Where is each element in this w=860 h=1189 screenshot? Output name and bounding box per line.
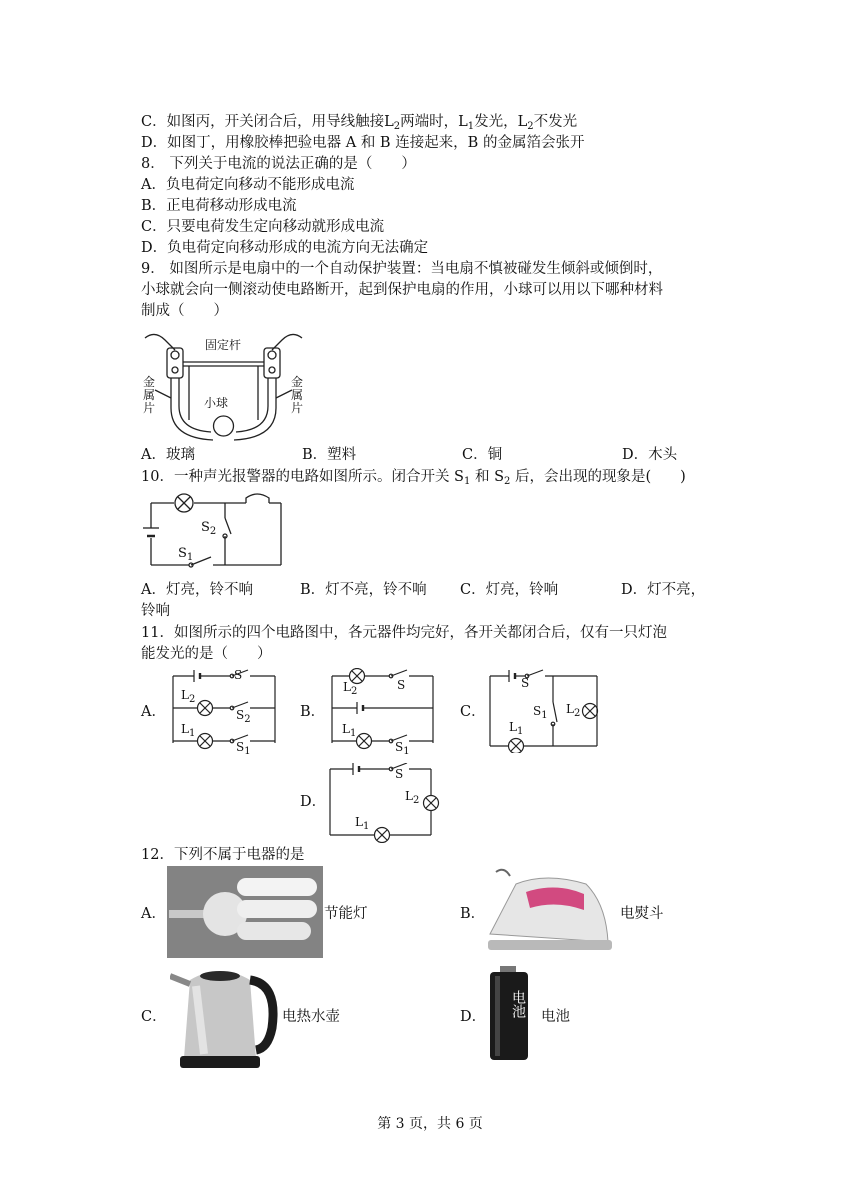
q8-option-b: B．正电荷移动形成电流	[141, 198, 297, 214]
q9-option-d: D．木头	[622, 447, 678, 463]
q9-option-a: A．玻璃	[141, 447, 195, 463]
q10-option-a: A．灯亮，铃不响	[141, 582, 253, 598]
q12-option-b-name: 电熨斗	[620, 906, 664, 922]
q10-alarm-circuit-figure	[141, 490, 286, 570]
q11-circuit-d	[327, 763, 442, 843]
q11-circuit-c	[487, 668, 602, 753]
q9-option-b: B．塑料	[302, 447, 357, 463]
left-metal-plate-label: 金属片	[143, 375, 156, 415]
d-l1-label: $L_1$	[355, 815, 370, 832]
q8-option-a: A．负电荷定向移动不能形成电流	[141, 177, 355, 193]
q9-stem-line2: 小球就会向一侧滚动使电路断开，起到保护电扇的作用，小球可以用以下哪种材料	[141, 282, 663, 298]
battery-label: 电池	[510, 990, 526, 1018]
a-s-label: S	[234, 668, 243, 682]
c-s-label: S	[521, 676, 530, 690]
q12-option-c-name: 电热水壶	[282, 1009, 340, 1025]
battery-image	[486, 966, 534, 1064]
q11-stem-line2: 能发光的是（ ）	[141, 646, 272, 662]
d-s-label: S	[395, 767, 404, 781]
q9-protection-device-figure	[141, 328, 306, 448]
q11-option-a-label: A．	[141, 704, 166, 720]
q10-option-c: C．灯亮，铃响	[460, 582, 559, 598]
q8-stem: 8． 下列关于电流的说法正确的是（ ）	[141, 156, 416, 172]
right-metal-plate-label: 金属片	[291, 375, 304, 415]
q12-stem: 12．下列不属于电器的是	[141, 847, 305, 863]
q11-circuit-a	[170, 668, 280, 757]
q11-option-c-label: C．	[460, 704, 486, 720]
a-s1-label: $S_1$	[236, 740, 251, 757]
c-l1-label: $L_1$	[509, 720, 524, 737]
q10-option-d-cont: 铃响	[141, 603, 170, 619]
a-l1-label: $L_1$	[181, 722, 196, 739]
fixed-rod-label: 固定杆	[205, 338, 242, 352]
c-s1-label: $S_1$	[533, 704, 548, 721]
b-l1-label: $L_1$	[342, 722, 357, 739]
q8-option-d: D．负电荷定向移动形成的电流方向无法确定	[141, 240, 429, 256]
a-l2-label: $L_2$	[181, 688, 196, 705]
s1-label: $S_1$	[178, 546, 194, 563]
c-l2-label: $L_2$	[566, 702, 581, 719]
a-s2-label: $S_2$	[236, 708, 251, 725]
q11-stem-line1: 11．如图所示的四个电路图中，各元器件均完好，各开关都闭合后，仅有一只灯泡	[141, 625, 667, 641]
electric-kettle-image	[170, 958, 280, 1073]
q10-stem: 10．一种声光报警器的电路如图所示。闭合开关 $S_1$ 和 $S_2$ 后，会出现的现象是( )	[141, 469, 686, 487]
q12-option-d-label: D．	[460, 1009, 487, 1025]
electric-iron-image	[486, 864, 616, 956]
s2-label: $S_2$	[201, 520, 217, 537]
q10-option-d: D．灯不亮，	[621, 582, 706, 598]
q7-option-c: C．如图丙，开关闭合后，用导线触接$L_2$两端时，$L_1$发光，$L_2$不发光	[141, 114, 578, 132]
q11-circuit-b	[329, 668, 437, 757]
b-s1-label: $S_1$	[395, 740, 410, 757]
b-l2-label: $L_2$	[343, 680, 358, 697]
q12-option-a-name: 节能灯	[324, 906, 368, 922]
q10-option-b: B．灯不亮，铃不响	[300, 582, 427, 598]
q12-option-c-label: C．	[141, 1009, 167, 1025]
q9-stem-line1: 9． 如图所示是电扇中的一个自动保护装置：当电扇不慎被碰发生倾斜或倾倒时，	[141, 261, 663, 277]
q12-option-b-label: B．	[460, 906, 486, 922]
d-l2-label: $L_2$	[405, 789, 420, 806]
energy-saving-lamp-image	[167, 866, 323, 958]
page-footer: 第 3 页，共 6 页	[377, 1116, 483, 1132]
q11-option-b-label: B．	[300, 704, 326, 720]
q12-option-d-name: 电池	[541, 1009, 570, 1025]
q7-option-d: D．如图丁，用橡胶棒把验电器 A 和 B 连接起来，B 的金属箔会张开	[141, 135, 585, 151]
q9-stem-line3: 制成（ ）	[141, 303, 228, 319]
b-s-label: S	[397, 678, 406, 692]
ball-label: 小球	[204, 396, 229, 410]
q9-option-c: C．铜	[462, 447, 503, 463]
q11-option-d-label: D．	[300, 794, 327, 810]
q8-option-c: C．只要电荷发生定向移动就形成电流	[141, 219, 385, 235]
q12-option-a-label: A．	[141, 906, 166, 922]
